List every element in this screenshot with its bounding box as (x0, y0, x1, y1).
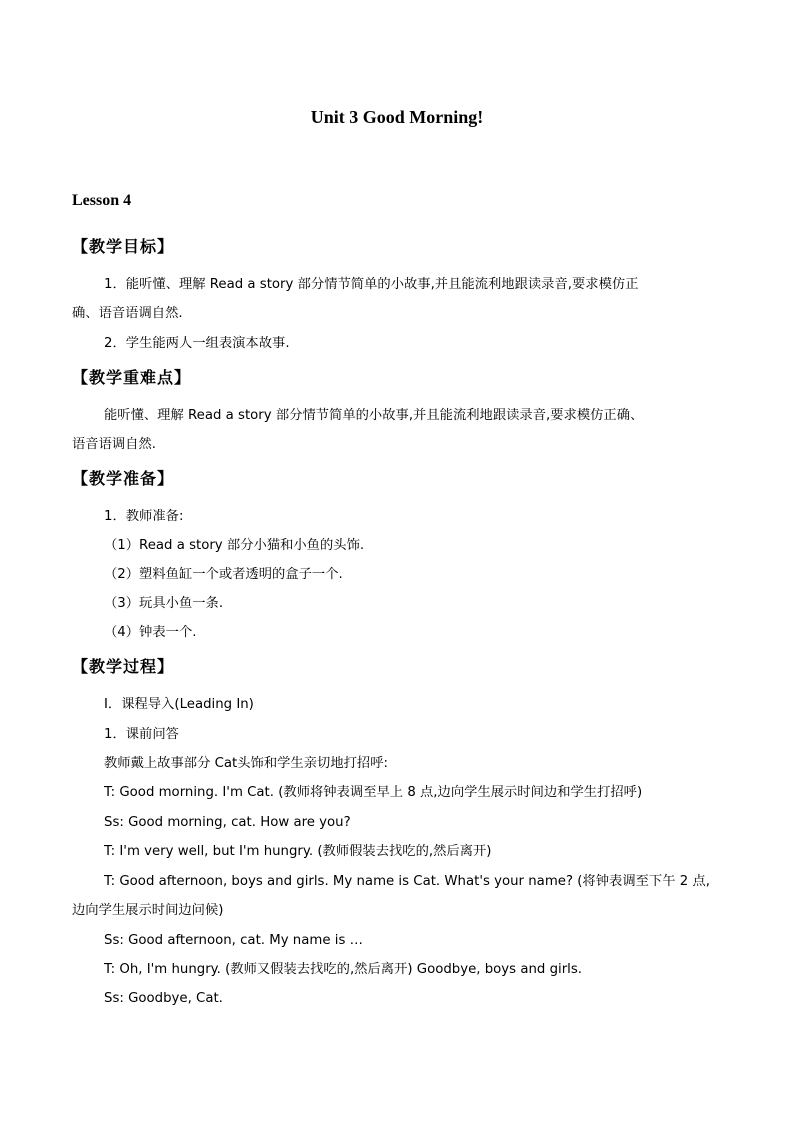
section-heading-process: 【教学过程】 (72, 657, 175, 676)
process-line-6: T: I'm very well, but I'm hungry. (教师假装去找吃的,然后离开) (104, 844, 492, 859)
process-line-2: 1．课前问答 (104, 727, 179, 742)
section-heading-key-points: 【教学重难点】 (72, 368, 192, 387)
goals-line-1: 1．能听懂、理解 Read a story 部分情节简单的小故事,并且能流利地跟读录音,要求模仿正 (104, 277, 639, 292)
preparation-line-1: 1．教师准备: (104, 509, 184, 524)
process-line-5: Ss: Good morning, cat. How are you? (104, 815, 351, 830)
process-line-7: T: Good afternoon, boys and girls. My name is Cat. What's your name? (将钟表调至下午 2 点, (104, 874, 710, 889)
document-title: Unit 3 Good Morning! (310, 107, 484, 127)
preparation-line-3: （2）塑料鱼缸一个或者透明的盒子一个. (104, 567, 343, 582)
process-line-4: T: Good morning. I'm Cat. (教师将钟表调至早上 8 点,边向学生展示时间边和学生打招呼) (104, 785, 643, 800)
preparation-line-4: （3）玩具小鱼一条. (104, 596, 224, 611)
preparation-line-2: （1）Read a story 部分小猫和小鱼的头饰. (104, 538, 365, 553)
preparation-line-5: （4）钟表一个. (104, 625, 197, 640)
goals-line-3: 2．学生能两人一组表演本故事. (104, 336, 290, 351)
process-line-10: T: Oh, I'm hungry. (教师又假装去找吃的,然后离开) Goodbye, boys and girls. (104, 962, 583, 977)
key-points-line-2: 语音语调自然. (72, 437, 157, 452)
section-heading-preparation: 【教学准备】 (72, 469, 175, 488)
process-line-11: Ss: Goodbye, Cat. (104, 991, 223, 1006)
process-line-1: Ⅰ．课程导入(Leading In) (104, 697, 254, 712)
section-heading-goals: 【教学目标】 (72, 237, 175, 256)
lesson-label: Lesson 4 (72, 192, 132, 209)
goals-line-2: 确、语音语调自然. (72, 306, 183, 321)
key-points-line-1: 能听懂、理解 Read a story 部分情节简单的小故事,并且能流利地跟读录音,要求模仿正确、 (104, 408, 644, 423)
process-line-9: Ss: Good afternoon, cat. My name is … (104, 933, 363, 948)
process-line-3: 教师戴上故事部分 Cat头饰和学生亲切地打招呼: (104, 756, 388, 771)
process-line-8: 边向学生展示时间边问候) (72, 903, 224, 918)
